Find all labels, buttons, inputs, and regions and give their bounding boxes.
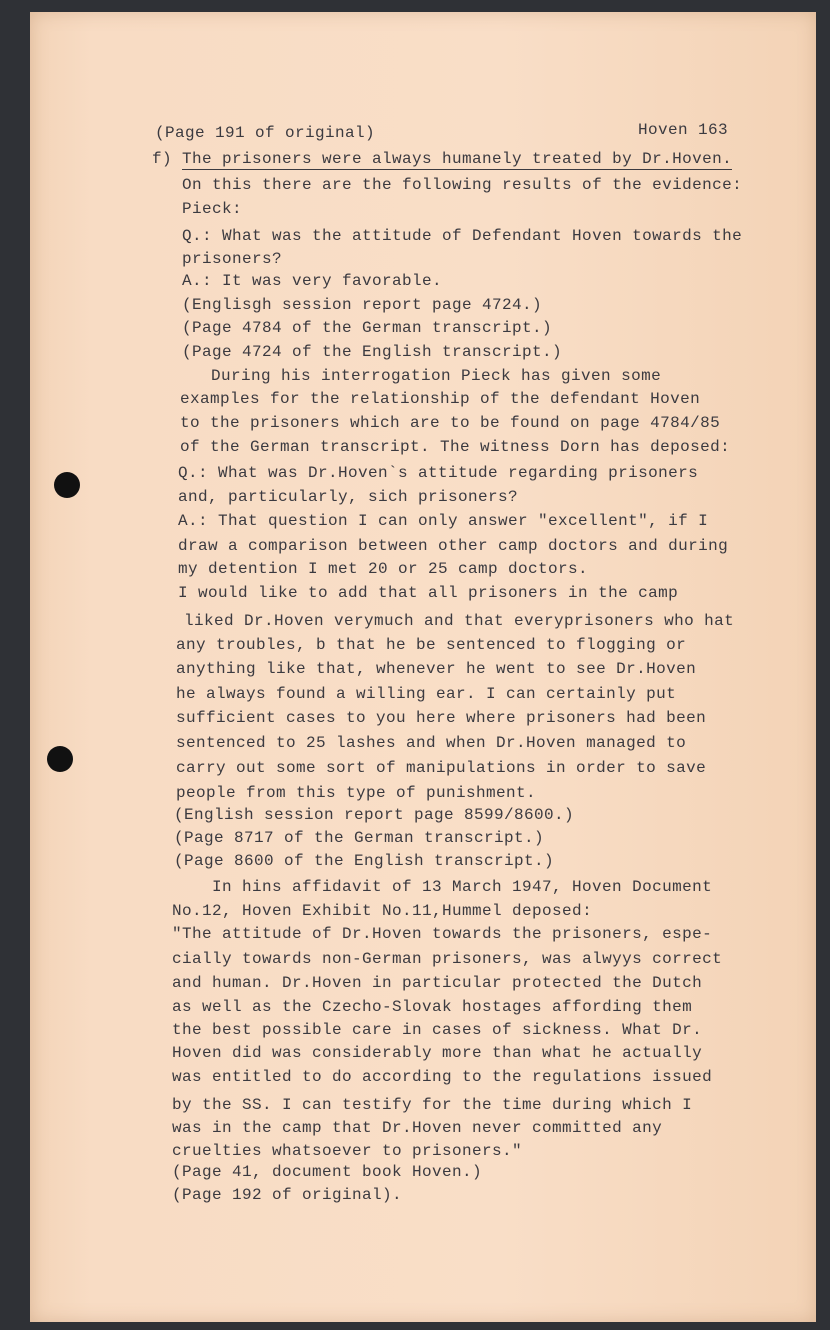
text-line: During his interrogation Pieck has given some <box>211 367 662 385</box>
text-line: liked Dr.Hoven verymuch and that everyprisoners who hat <box>184 612 735 630</box>
text-line: Q.: What was the attitude of Defendant Hoven towards the <box>182 227 743 245</box>
text-line: draw a comparison between other camp doctors and during <box>178 537 729 555</box>
text-line: by the SS. I can testify for the time during which I <box>172 1096 693 1114</box>
text-line: sentenced to 25 lashes and when Dr.Hoven managed to <box>176 734 687 752</box>
text-line: people from this type of punishment. <box>176 784 537 802</box>
text-line: Pieck: <box>182 200 243 218</box>
text-line: (Page 8600 of the English transcript.) <box>174 852 555 870</box>
text-line: I would like to add that all prisoners in the camp <box>178 584 679 602</box>
text-line: Hoven did was considerably more than what he actually <box>172 1044 703 1062</box>
text-line: cruelties whatsoever to prisoners." <box>172 1142 523 1160</box>
text-line: any troubles, b that he be sentenced to flogging or <box>176 636 687 654</box>
text-line: my detention I met 20 or 25 camp doctors. <box>178 560 589 578</box>
document-id: Hoven 163 <box>638 121 729 139</box>
text-line: A.: It was very favorable. <box>182 272 443 290</box>
text-line: No.12, Hoven Exhibit No.11,Hummel deposed: <box>172 902 593 920</box>
text-line: (Page 41, document book Hoven.) <box>172 1163 483 1181</box>
text-line: carry out some sort of manipulations in order to save <box>176 759 707 777</box>
text-line: was entitled to do according to the regulations issued <box>172 1068 713 1086</box>
text-line: the best possible care in cases of sickness. What Dr. <box>172 1021 703 1039</box>
text-line: was in the camp that Dr.Hoven never committed any <box>172 1119 663 1137</box>
text-line: In hins affidavit of 13 March 1947, Hoven Document <box>212 878 713 896</box>
text-line: (Page 8717 of the German transcript.) <box>174 829 545 847</box>
text-line: Q.: What was Dr.Hoven`s attitude regarding prisoners <box>178 464 699 482</box>
text-line: he always found a willing ear. I can certainly put <box>176 685 677 703</box>
text-line: (Page 4724 of the English transcript.) <box>182 343 563 361</box>
section-heading: The prisoners were always humanely treated by Dr.Hoven. <box>182 150 733 168</box>
text-line: and, particularly, sich prisoners? <box>178 488 519 506</box>
text-line: anything like that, whenever he went to see Dr.Hoven <box>176 660 697 678</box>
text-line: prisoners? <box>182 250 283 268</box>
text-line: (Englisgh session report page 4724.) <box>182 296 543 314</box>
punch-hole-bottom <box>47 746 73 772</box>
text-line: A.: That question I can only answer "excellent", if I <box>178 512 709 530</box>
text-line: and human. Dr.Hoven in particular protected the Dutch <box>172 974 703 992</box>
text-line: On this there are the following results of the evidence: <box>182 176 743 194</box>
text-line: (English session report page 8599/8600.) <box>174 806 575 824</box>
text-line: cially towards non-German prisoners, was alwyys correct <box>172 950 723 968</box>
text-line: (Page 4784 of the German transcript.) <box>182 319 553 337</box>
text-line: of the German transcript. The witness Dorn has deposed: <box>180 438 731 456</box>
text-line: "The attitude of Dr.Hoven towards the prisoners, espe- <box>172 925 713 943</box>
text-line: (Page 192 of original). <box>172 1186 403 1204</box>
text-line: as well as the Czecho-Slovak hostages affording them <box>172 998 693 1016</box>
punch-hole-top <box>54 472 80 498</box>
text-line: sufficient cases to you here where prisoners had been <box>176 709 707 727</box>
text-line: examples for the relationship of the defendant Hoven <box>180 390 701 408</box>
text-line: to the prisoners which are to be found on page 4784/85 <box>180 414 721 432</box>
section-marker: f) <box>152 150 173 168</box>
page-reference: (Page 191 of original) <box>155 124 376 142</box>
